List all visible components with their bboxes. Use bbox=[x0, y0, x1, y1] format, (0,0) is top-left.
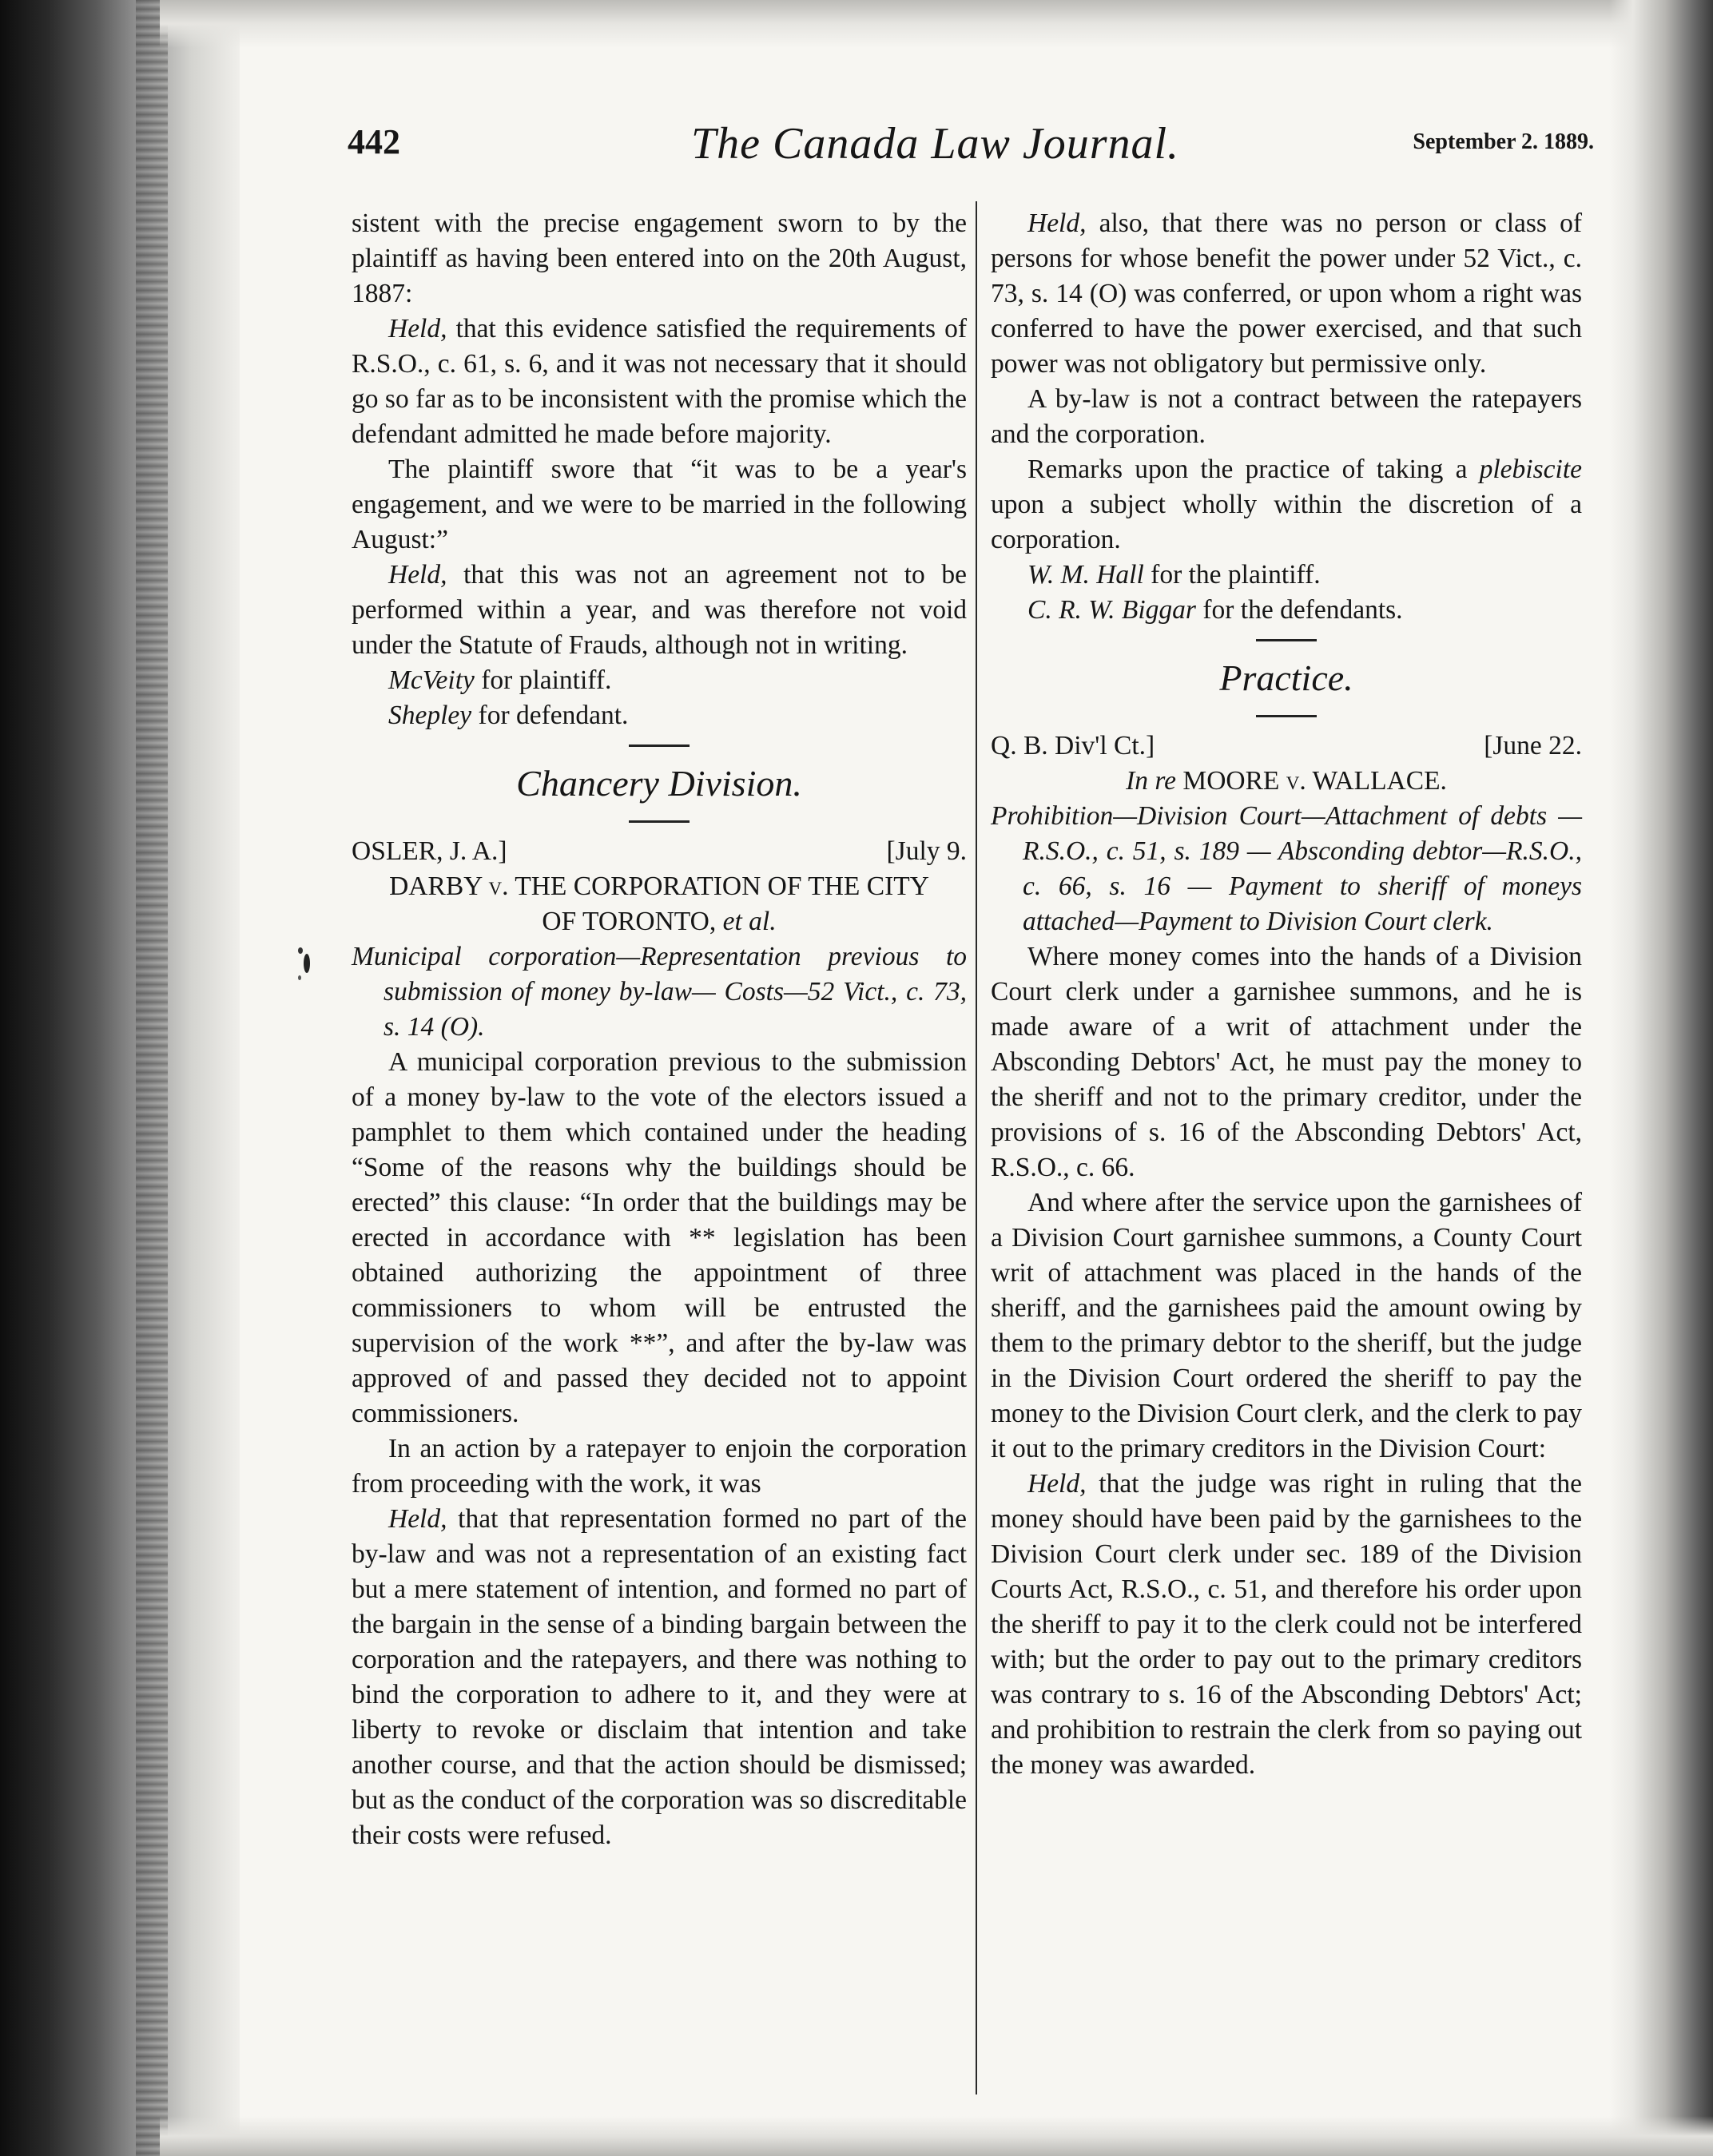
paragraph-text: that this was not an agreement not to be performed within a year, and was therefore not void under the Statute of Frauds, although not in writing. bbox=[352, 560, 967, 660]
case-name-cont bbox=[352, 904, 967, 939]
top-page-edge bbox=[160, 0, 1713, 48]
paragraph: A municipal corporation previous to the submission of a money by-law to the vote of the electors issued a pamphlet to them which contained under the heading “Some of the reasons why the buildings should be erected” this clause: “In order that the buildings may be erected in accordance with ** legislation has been obtained authorizing the appointment of three commissioners to whom will be entrusted the supervision of the work **”, and after the by-law was approved of and passed they decided not to appoint commissioners. bbox=[352, 1047, 967, 1428]
case-name-etal: et al. bbox=[722, 907, 777, 936]
paragraph-text: that the judge was right in ruling that the money should have been paid by the garnishees to the Division Court clerk under sec. 189 of the Division Courts Act, R.S.O., c. 51, and therefore his order upon the sheriff to pay it to the clerk could not be interfered with; but the order to pay out to the primary creditors was contrary to s. 16 of the Absconding Debtors' Act; and prohibition to restrain the clerk from so paying out the money was awarded. bbox=[991, 1469, 1582, 1780]
held-label: Held, bbox=[388, 1504, 447, 1534]
case-name-part: OF TORONTO, bbox=[542, 907, 717, 936]
paragraph: A by-law is not a contract between the ratepayers and the corporation. bbox=[991, 384, 1582, 449]
headnote: Prohibition—Division Court—Attachment of debts — R.S.O., c. 51, s. 189 — Absconding debtor—R.S.O., c. 66, s. 16 — Payment to sheriff of moneys attached—Payment to Division Court clerk. bbox=[991, 801, 1582, 936]
counsel-role: for defendant. bbox=[471, 701, 629, 730]
section-rule bbox=[629, 744, 690, 747]
paragraph-text: upon a subject wholly within the discretion of a corporation. bbox=[991, 490, 1582, 554]
right-page-edge bbox=[1609, 0, 1713, 2156]
case-name-part: MOORE v. WALLACE. bbox=[1182, 766, 1447, 796]
case-name: DARBY v. THE CORPORATION OF THE CITY bbox=[389, 872, 929, 901]
italic-term: plebiscite bbox=[1479, 455, 1582, 484]
held-label: Held, bbox=[388, 560, 447, 590]
left-column bbox=[352, 206, 967, 1853]
paragraph: And where after the service upon the garnishees of a Division Court garnishee summons, a County Court writ of attachment was placed in the hands of the sheriff, and the garnishees paid the amount owing by them to the primary debtor to the sheriff, but the judge in the Division Court ordered the sheriff to pay the money to the Division Court clerk, and the clerk to pay it out to the primary creditors in the Division Court: bbox=[991, 1188, 1582, 1463]
paragraph-text: that this evidence satisfied the requirements of R.S.O., c. 61, s. 6, and it was not necessary that it should go so far as to be inconsistent with the promise which the defendant admitted he made before majority. bbox=[352, 314, 967, 449]
case-date: [July 9. bbox=[886, 836, 967, 866]
counsel-line bbox=[991, 558, 1582, 593]
right-column bbox=[991, 206, 1582, 1783]
counsel-name: Shepley bbox=[388, 701, 472, 730]
judge: OSLER, J. A.] bbox=[352, 836, 507, 866]
issue-date: September 2. 1889. bbox=[1413, 129, 1594, 154]
paragraph bbox=[352, 312, 967, 452]
counsel-role: for plaintiff. bbox=[474, 665, 612, 695]
bottom-page-edge bbox=[160, 2116, 1713, 2156]
section-rule bbox=[629, 820, 690, 823]
court: Q. B. Div'l Ct.] bbox=[991, 731, 1155, 760]
paragraph: The plaintiff swore that “it was to be a year's engagement, and we were to be married in the following August:” bbox=[352, 455, 967, 554]
counsel-role: for the defendants. bbox=[1195, 595, 1403, 625]
held-label: Held, bbox=[388, 314, 447, 343]
paragraph bbox=[991, 1467, 1582, 1783]
counsel-line bbox=[352, 663, 967, 698]
ink-speck-marks bbox=[296, 943, 315, 991]
section-title: Practice. bbox=[1219, 657, 1353, 698]
section-rule bbox=[1256, 715, 1317, 717]
paragraph-text: also, that there was no person or class of persons for whose benefit the power under 52 Vict., c. 73, s. 14 (O) was conferred, or upon whom a right was conferred to have the power exercised, and that such power was not obligatory but permissive only. bbox=[991, 208, 1582, 379]
headnote: Municipal corporation—Representation previous to submission of money by-law— Costs—52 Vict., c. 73, s. 14 (O). bbox=[352, 942, 967, 1042]
paragraph bbox=[991, 206, 1582, 382]
counsel-name: W. M. Hall bbox=[1027, 560, 1144, 590]
held-label: Held, bbox=[1027, 208, 1087, 238]
paragraph bbox=[352, 558, 967, 663]
paragraph bbox=[352, 1502, 967, 1853]
binding-shadow bbox=[0, 0, 240, 2156]
section-title: Chancery Division. bbox=[516, 763, 802, 804]
paragraph-text: Remarks upon the practice of taking a bbox=[1027, 455, 1480, 484]
case-name bbox=[991, 764, 1582, 799]
case-header bbox=[991, 729, 1582, 764]
counsel-name: McVeity bbox=[388, 665, 475, 695]
binding-texture bbox=[136, 0, 168, 2156]
journal-title: The Canada Law Journal. bbox=[691, 119, 1180, 169]
paragraph-text: that that representation formed no part of the by-law and was not a representation of an existing fact but a mere statement of intention, and formed no part of the bargain in the sense of a binding bargain between the corporation and the ratepayers, and there was nothing to bind the corporation to adhere to it, and they were at liberty to revoke or disclaim that intention and take another course, and that the action should be dismissed; but as the conduct of the corporation was so discreditable their costs were refused. bbox=[352, 1504, 967, 1850]
held-label: Held, bbox=[1027, 1469, 1087, 1499]
case-header bbox=[352, 834, 967, 869]
counsel-line bbox=[991, 593, 1582, 628]
case-in-re: In re bbox=[1126, 766, 1177, 796]
page-number: 442 bbox=[348, 122, 400, 161]
paragraph: In an action by a ratepayer to enjoin the corporation from proceeding with the work, it was bbox=[352, 1434, 967, 1499]
counsel-name: C. R. W. Biggar bbox=[1027, 595, 1196, 625]
paragraph bbox=[991, 452, 1582, 558]
paragraph: sistent with the precise engagement sworn to by the plaintiff as having been entered into on the 20th August, 1887: bbox=[352, 208, 967, 308]
column-divider bbox=[976, 201, 977, 2094]
counsel-line bbox=[352, 698, 967, 733]
counsel-role: for the plaintiff. bbox=[1143, 560, 1321, 590]
section-rule bbox=[1256, 639, 1317, 641]
page-header bbox=[348, 118, 1594, 174]
case-date: [June 22. bbox=[1484, 731, 1582, 760]
paragraph: Where money comes into the hands of a Division Court clerk under a garnishee summons, and he is made aware of a writ of attachment under the Absconding Debtors' Act, he must pay the money to the sheriff and not to the primary creditor, under the provisions of s. 16 of the Absconding Debtors' Act, R.S.O., c. 66. bbox=[991, 942, 1582, 1182]
